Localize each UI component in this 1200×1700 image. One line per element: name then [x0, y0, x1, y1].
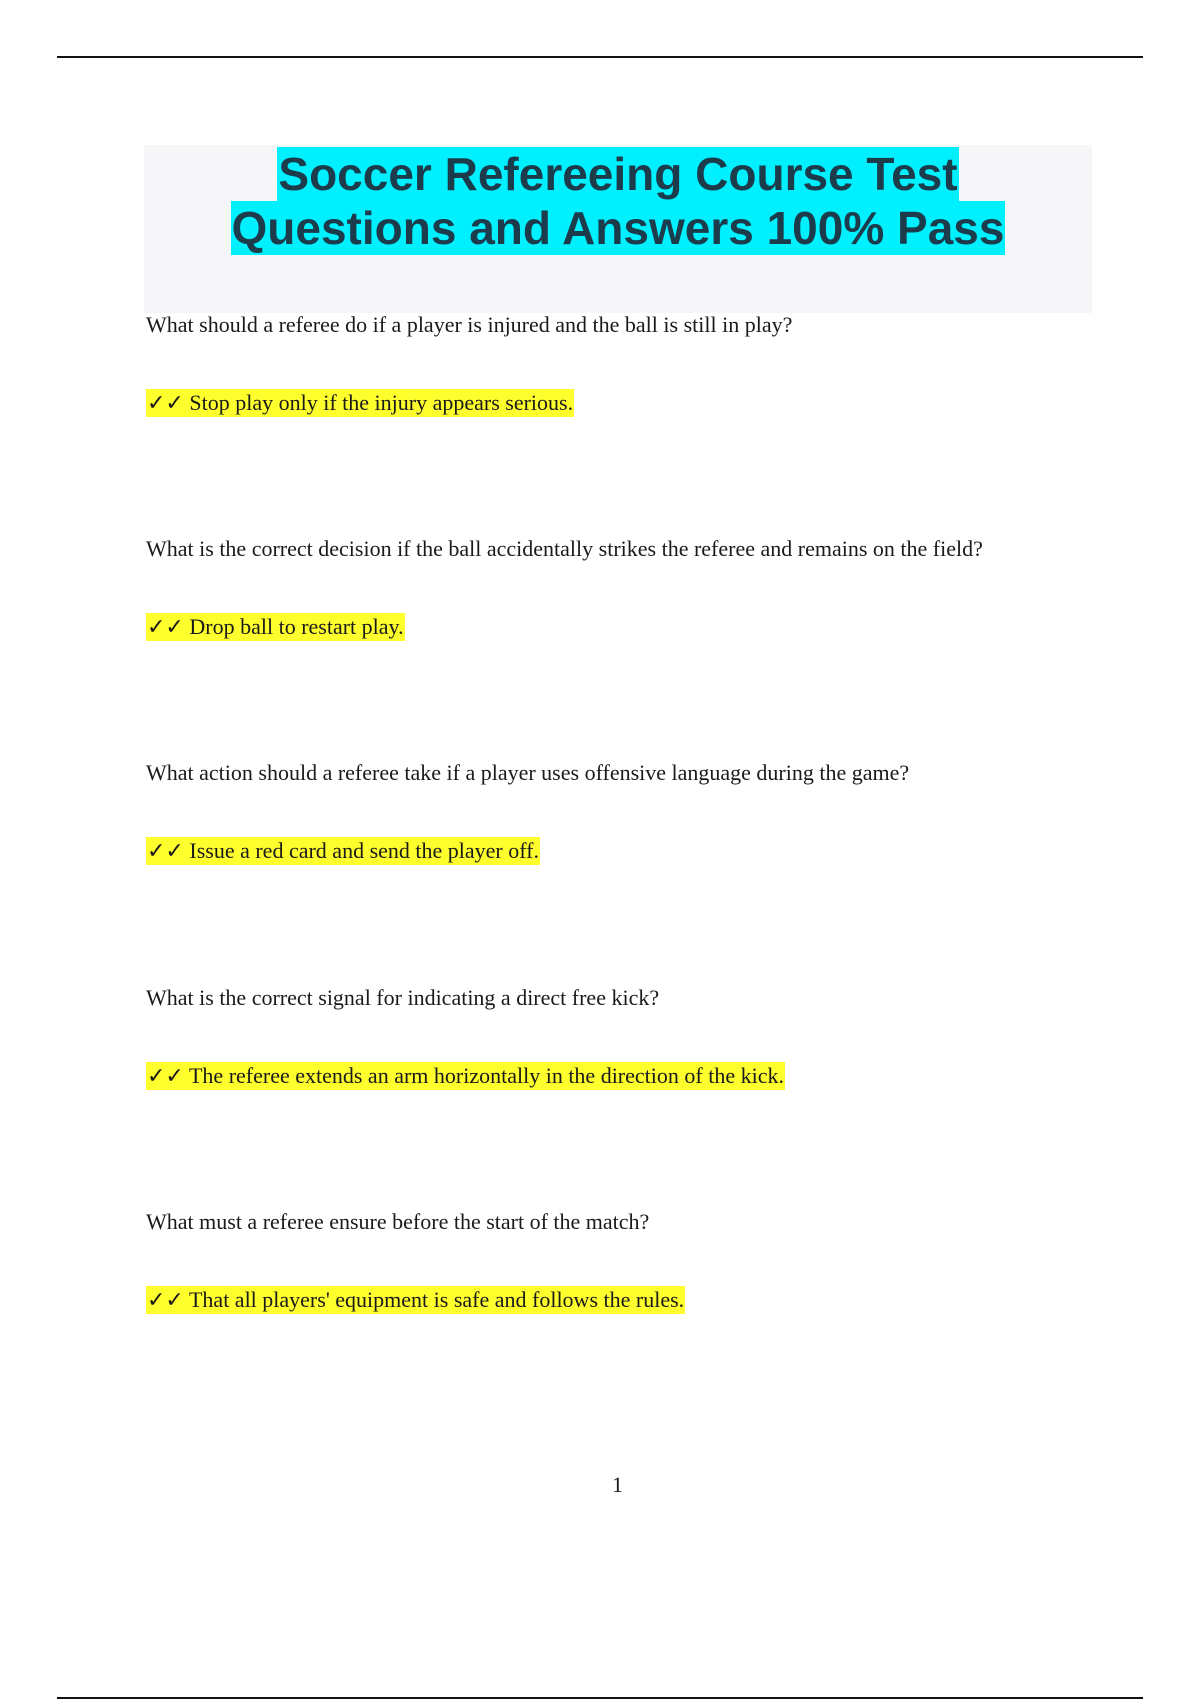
question-text: What is the correct signal for indicating a direct free kick?	[146, 985, 660, 1010]
answer-text: The referee extends an arm horizontally in the direction of the kick.	[188, 1063, 784, 1088]
document-title-line-2: Questions and Answers 100% Pass	[231, 202, 1005, 254]
title-block	[144, 145, 1092, 313]
answer-text: Drop ball to restart play.	[189, 614, 404, 639]
answer-highlight	[146, 837, 540, 865]
double-check-icon: ✓✓	[147, 1288, 184, 1313]
answer-highlight	[146, 613, 405, 641]
double-check-icon: ✓✓	[147, 391, 184, 416]
question-text: What action should a referee take if a player uses offensive language during the game?	[146, 760, 910, 785]
answer-highlight	[146, 1286, 685, 1314]
qa-item-2	[146, 536, 1146, 643]
answer-text: That all players' equipment is safe and follows the rules.	[188, 1287, 685, 1312]
answer-row	[146, 836, 1146, 867]
document-title-line-1: Soccer Refereeing Course Test	[278, 148, 958, 200]
qa-item-1	[146, 312, 1146, 419]
qa-item-5	[146, 1209, 1146, 1316]
page-number: 1	[612, 1472, 623, 1497]
double-check-icon: ✓✓	[147, 839, 184, 864]
header-rule	[57, 56, 1143, 58]
qa-item-3	[146, 760, 1146, 867]
answer-row	[146, 1285, 1146, 1316]
double-check-icon: ✓✓	[147, 615, 184, 640]
answer-row	[146, 612, 1146, 643]
answer-highlight	[146, 389, 574, 417]
double-check-icon: ✓✓	[147, 1064, 184, 1089]
answer-row	[146, 1061, 1146, 1092]
qa-item-4	[146, 985, 1146, 1092]
answer-text: Issue a red card and send the player off.	[189, 838, 539, 863]
question-text: What is the correct decision if the ball accidentally strikes the referee and remains on the field?	[146, 536, 983, 561]
question-text: What should a referee do if a player is injured and the ball is still in play?	[146, 312, 793, 337]
footer-rule	[57, 1697, 1143, 1699]
answer-highlight	[146, 1062, 785, 1090]
answer-text: Stop play only if the injury appears serious.	[189, 390, 574, 415]
question-text: What must a referee ensure before the start of the match?	[146, 1209, 650, 1234]
answer-row	[146, 388, 1146, 419]
